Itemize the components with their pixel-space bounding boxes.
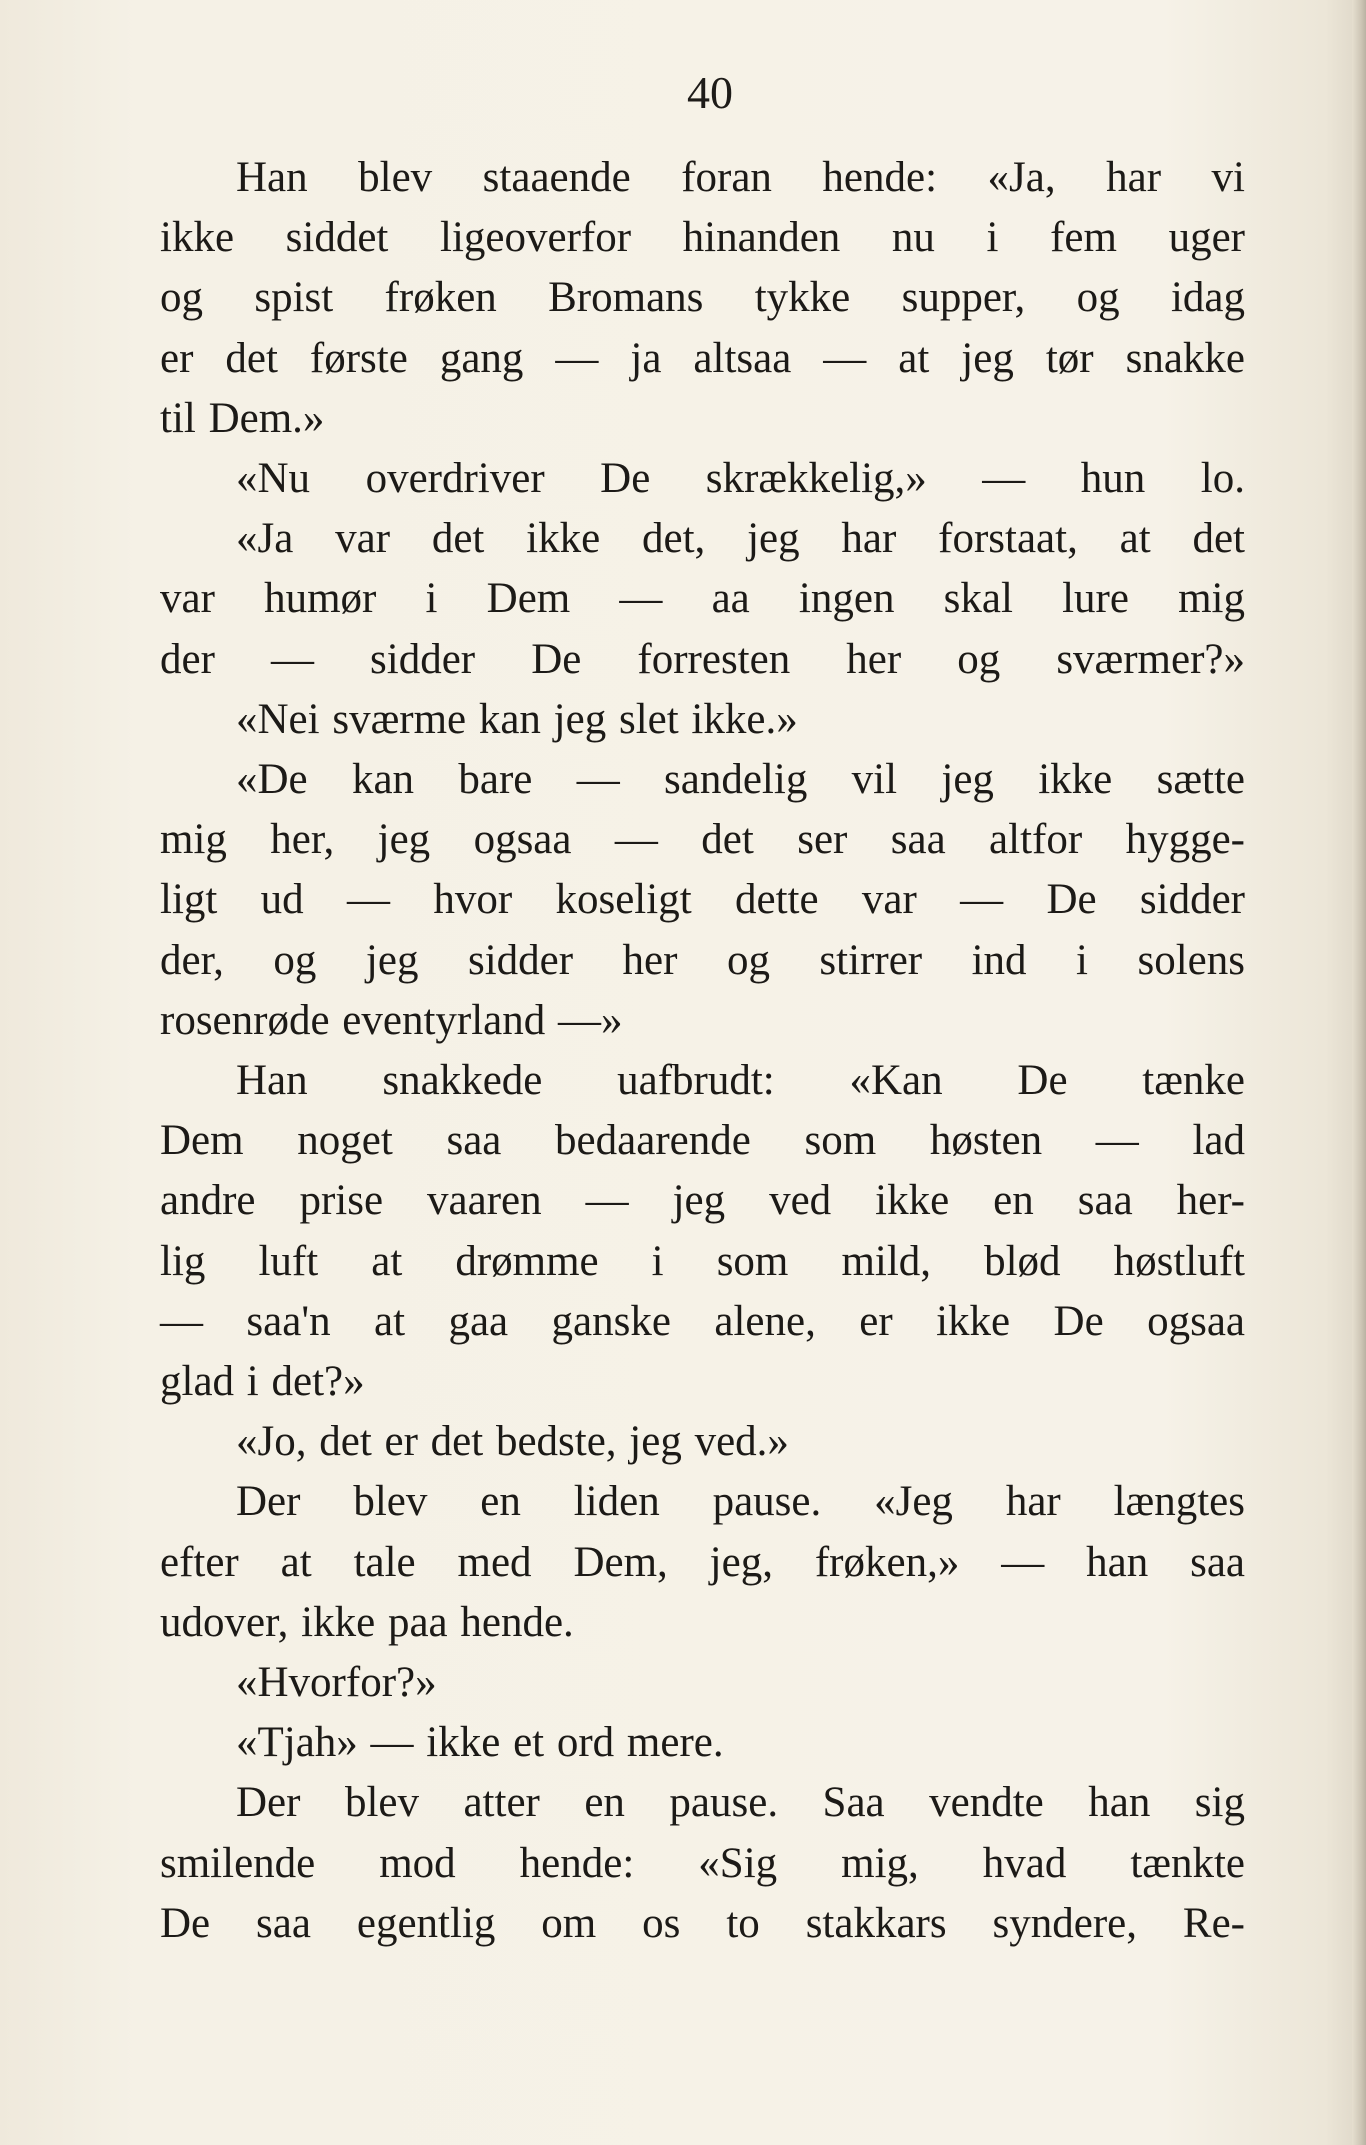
page-edge <box>1352 0 1366 2145</box>
body-text <box>160 148 1245 1954</box>
text-line: Han snakkede uafbrudt: «Kan De tænke <box>236 1057 1245 1105</box>
text-line: og spist frøken Bromans tykke supper, og idag <box>160 274 1245 322</box>
text-line: der — sidder De forresten her og sværmer?» <box>160 635 1245 683</box>
text-line: «Jo, det er det bedste, jeg ved.» <box>236 1418 789 1466</box>
text-line: ikke siddet ligeoverfor hinanden nu i fem uger <box>160 214 1245 262</box>
text-line: «Nu overdriver De skrækkelig,» — hun lo. <box>236 455 1245 503</box>
text-line: ligt ud — hvor koseligt dette var — De sidder <box>160 876 1245 924</box>
text-line: til Dem.» <box>160 394 325 442</box>
text-line: Dem noget saa bedaarende som høsten — lad <box>160 1117 1245 1165</box>
text-line: rosenrøde eventyrland —» <box>160 996 623 1044</box>
text-line: andre prise vaaren — jeg ved ikke en saa her- <box>160 1177 1245 1225</box>
text-line: udover, ikke paa hende. <box>160 1598 574 1646</box>
page-number: 40 <box>687 67 733 118</box>
text-line: Han blev staaende foran hende: «Ja, har vi <box>236 154 1245 201</box>
text-line: smilende mod hende: «Sig mig, hvad tænkte <box>160 1839 1245 1887</box>
text-line: var humør i Dem — aa ingen skal lure mig <box>160 575 1245 623</box>
text-line: — saa'n at gaa ganske alene, er ikke De ogsaa <box>160 1297 1245 1345</box>
text-line: «Ja var det ikke det, jeg har forstaat, at det <box>236 515 1245 563</box>
text-line: mig her, jeg ogsaa — det ser saa altfor hygge- <box>160 816 1245 864</box>
text-line: lig luft at drømme i som mild, blød høstluft <box>160 1237 1245 1285</box>
text-line: er det første gang — ja altsaa — at jeg tør snakke <box>160 334 1245 382</box>
text-line: «De kan bare — sandelig vil jeg ikke sætte <box>236 756 1245 804</box>
text-line: De saa egentlig om os to stakkars syndere, Re- <box>160 1899 1245 1947</box>
text-line: «Nei sværme kan jeg slet ikke.» <box>236 695 798 743</box>
text-line: «Tjah» — ikke et ord mere. <box>236 1719 724 1767</box>
text-line: der, og jeg sidder her og stirrer ind i solens <box>160 936 1245 984</box>
text-line: Der blev atter en pause. Saa vendte han sig <box>236 1779 1245 1827</box>
text-line: glad i det?» <box>160 1358 365 1406</box>
text-line: efter at tale med Dem, jeg, frøken,» — han saa <box>160 1538 1245 1586</box>
text-line: Der blev en liden pause. «Jeg har længtes <box>236 1478 1245 1526</box>
text-line: «Hvorfor?» <box>236 1659 437 1707</box>
